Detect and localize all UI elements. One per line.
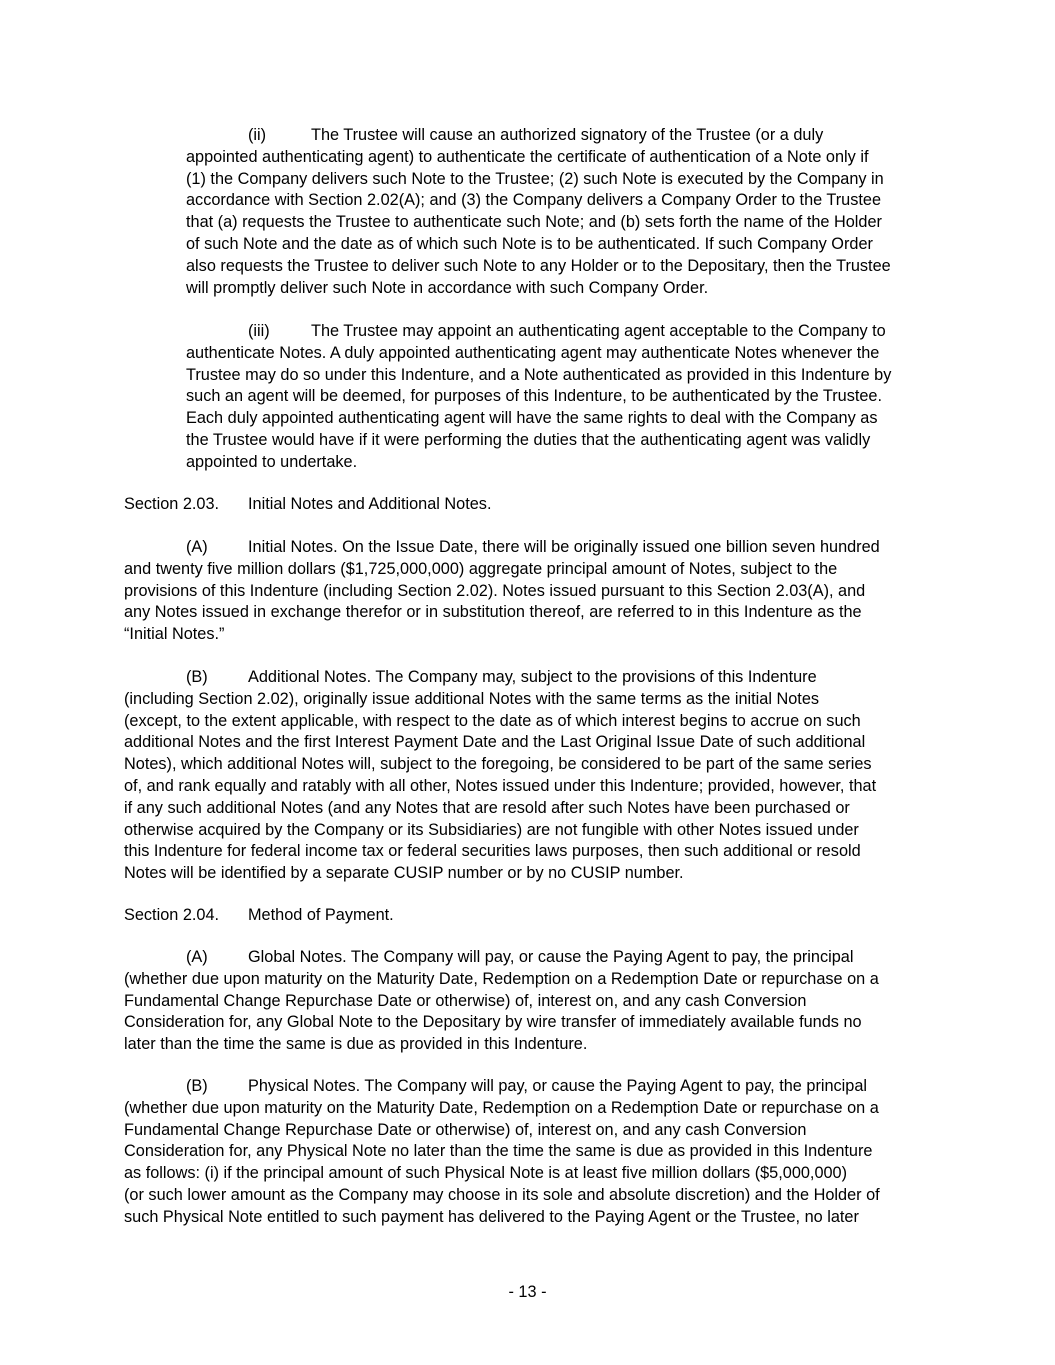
paragraph-line: Each duly appointed authenticating agent will have the same rights to deal with the Company as <box>186 409 878 428</box>
paragraph-line: also requests the Trustee to deliver such Note to any Holder or to the Depositary, then the Trustee <box>186 256 891 275</box>
paragraph-iii <box>186 321 891 474</box>
paragraph-line: Trustee may do so under this Indenture, and a Note authenticated as provided in this Indenture by <box>186 365 892 384</box>
paragraph-line: later than the time the same is due as provided in this Indenture. <box>124 1035 588 1054</box>
paragraph-line: Notes), which additional Notes will, subject to the foregoing, be considered to be part of the same series <box>124 755 872 774</box>
paragraph-label: (A) <box>186 948 208 966</box>
paragraph-line: Fundamental Change Repurchase Date or otherwise) of, interest on, and any cash Conversion <box>124 991 807 1010</box>
paragraph-2-03-b <box>124 667 876 885</box>
paragraph-label: (iii) <box>248 322 270 340</box>
section-number: Section 2.03. <box>124 495 220 513</box>
paragraph-line: additional Notes and the first Interest Payment Date and the Last Original Issue Date of such additional <box>124 733 866 752</box>
paragraph-line: Fundamental Change Repurchase Date or otherwise) of, interest on, and any cash Conversion <box>124 1120 807 1139</box>
paragraph-line: The Trustee will cause an authorized signatory of the Trustee (or a duly <box>311 126 824 144</box>
paragraph-line: authenticate Notes. A duly appointed authenticating agent may authenticate Notes whenever the <box>186 343 880 362</box>
paragraph-label: (ii) <box>248 126 267 144</box>
section-number: Section 2.04. <box>124 906 220 924</box>
paragraph-line: and twenty five million dollars ($1,725,000,000) aggregate principal amount of Notes, subject to the <box>124 559 838 578</box>
paragraph-line: of, and rank equally and ratably with all other, Notes issued under this Indenture; provided, however, that <box>124 776 877 795</box>
paragraph-line: this Indenture for federal income tax or federal securities laws purposes, then such additional or resold <box>124 842 861 861</box>
paragraph-first-line <box>186 321 891 343</box>
paragraph-line: such an agent will be deemed, for purposes of this Indenture, to be authenticated by the Trustee. <box>186 387 883 406</box>
paragraph-line: provisions of this Indenture (including Section 2.02). Notes issued pursuant to this Section 2.03(A), and <box>124 581 866 600</box>
paragraph-line: (whether due upon maturity on the Maturity Date, Redemption on a Redemption Date or repurchase on a <box>124 969 879 988</box>
paragraph-line: of such Note and the date as of which such Note is to be authenticated. If such Company Order <box>186 234 873 253</box>
paragraph-line: that (a) requests the Trustee to authenticate such Note; and (b) sets forth the name of the Holder <box>186 213 882 232</box>
paragraph-line: accordance with Section 2.02(A); and (3) the Company delivers a Company Order to the Trustee <box>186 191 882 210</box>
paragraph-line: appointed authenticating agent) to authenticate the certificate of authentication of a Note only if <box>186 147 869 166</box>
paragraph-2-03-a <box>124 537 880 646</box>
paragraph-line: (or such lower amount as the Company may choose in its sole and absolute discretion) and the Holder of <box>124 1185 880 1204</box>
paragraph-line: such Physical Note entitled to such payment has delivered to the Paying Agent or the Trustee, no later <box>124 1207 859 1226</box>
paragraph-ii <box>186 125 891 299</box>
paragraph-2-04-a <box>124 947 879 1056</box>
paragraph-label: (A) <box>186 538 208 556</box>
paragraph-line: otherwise acquired by the Company or its Subsidiaries) are not fungible with other Notes issued under <box>124 820 859 839</box>
paragraph-line: if any such additional Notes (and any Notes that are resold after such Notes have been purchased or <box>124 798 850 817</box>
paragraph-line: will promptly deliver such Note in accordance with such Company Order. <box>186 278 709 297</box>
paragraph-line: The Trustee may appoint an authenticating agent acceptable to the Company to <box>311 322 886 340</box>
paragraph-line: Initial Notes. On the Issue Date, there will be originally issued one billion seven hundred <box>248 538 880 556</box>
paragraph-line: as follows: (i) if the principal amount of such Physical Note is at least five million dollars ($5,000,000) <box>124 1164 848 1183</box>
paragraph-line: Physical Notes. The Company will pay, or cause the Paying Agent to pay, the principal <box>248 1077 868 1095</box>
paragraph-2-04-b <box>124 1076 880 1229</box>
paragraph-line: Consideration for, any Physical Note no later than the time the same is due as provided in this Indenture <box>124 1142 873 1161</box>
paragraph-line: Consideration for, any Global Note to the Depositary by wire transfer of immediately available funds no <box>124 1013 862 1032</box>
paragraph-first-line <box>124 667 876 689</box>
paragraph-line: Additional Notes. The Company may, subject to the provisions of this Indenture <box>248 668 817 686</box>
section-heading-2-03 <box>124 494 491 516</box>
paragraph-line: appointed to undertake. <box>186 452 358 471</box>
paragraph-first-line <box>186 125 891 147</box>
section-title: Initial Notes and Additional Notes. <box>248 495 492 513</box>
paragraph-line: any Notes issued in exchange therefor or in substitution thereof, are referred to in this Indenture as the <box>124 603 862 622</box>
section-title: Method of Payment. <box>248 906 394 924</box>
paragraph-label: (B) <box>186 1077 208 1095</box>
page-number: - 13 - <box>508 1283 547 1301</box>
paragraph-line: (1) the Company delivers such Note to the Trustee; (2) such Note is executed by the Company in <box>186 169 884 188</box>
paragraph-line: (whether due upon maturity on the Maturity Date, Redemption on a Redemption Date or repurchase on a <box>124 1098 879 1117</box>
paragraph-line: “Initial Notes.” <box>124 625 225 644</box>
paragraph-line: the Trustee would have if it were performing the duties that the authenticating agent was validly <box>186 430 871 449</box>
paragraph-first-line <box>124 537 880 559</box>
paragraph-line: (except, to the extent applicable, with respect to the date as of which interest begins to accrue on such <box>124 711 861 730</box>
paragraph-label: (B) <box>186 668 208 686</box>
paragraph-line: (including Section 2.02), originally issue additional Notes with the same terms as the initial Notes <box>124 689 820 708</box>
paragraph-line: Notes will be identified by a separate CUSIP number or by no CUSIP number. <box>124 864 684 883</box>
paragraph-line: Global Notes. The Company will pay, or cause the Paying Agent to pay, the principal <box>248 948 854 966</box>
paragraph-first-line <box>124 1076 880 1098</box>
paragraph-first-line <box>124 947 879 969</box>
section-heading-2-04 <box>124 905 394 927</box>
